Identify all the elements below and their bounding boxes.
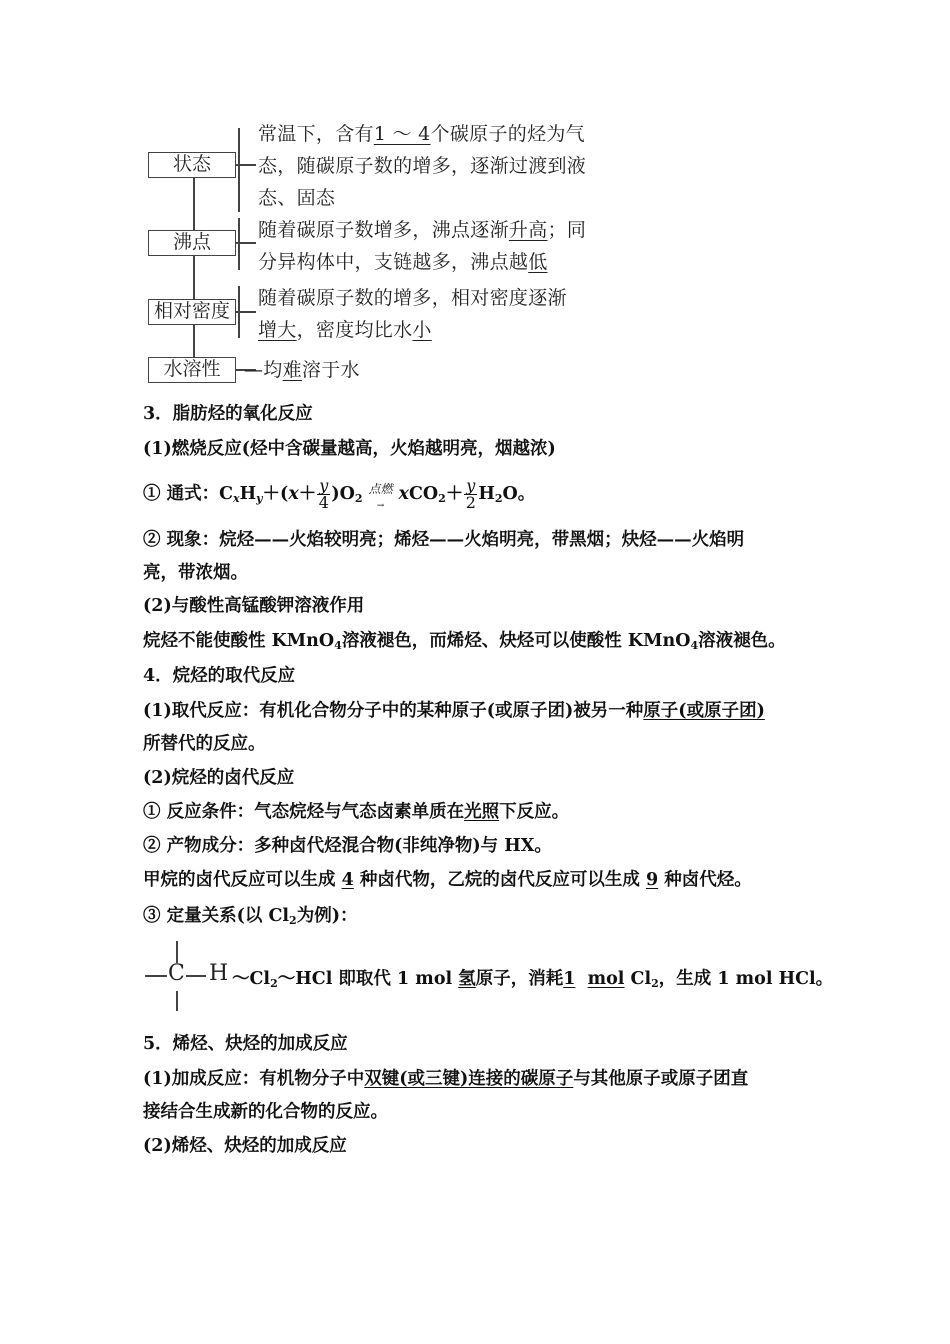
sec4-p3: ① 反应条件：气态烷烃与气态卤素单质在光照下反应。 — [143, 802, 570, 822]
sec3-p2a: ② 现象：烷烃——火焰较明亮；烯烃——火焰明亮，带黑烟；炔烃——火焰明 — [143, 530, 745, 550]
boiling-text-1: 随着碳原子数增多，沸点逐渐升高；同 — [258, 219, 587, 241]
node-solubility: 水溶性 — [148, 357, 236, 383]
reaction-condition: 点燃 → — [368, 481, 393, 511]
density-text-2: 增大，密度均比水小 — [258, 319, 432, 341]
sec5-p2: (2)烯烃、炔烃的加成反应 — [143, 1136, 347, 1156]
bond-up — [176, 941, 178, 963]
bracket — [238, 128, 240, 212]
state-text-2: 态，随碳原子数的增多，逐渐过渡到液 — [258, 155, 587, 177]
sec3-p1: (1)燃烧反应(烃中含碳量越高，火焰越明亮，烟越浓) — [143, 439, 556, 459]
sec3-p3: (2)与酸性高锰酸钾溶液作用 — [143, 596, 365, 616]
section-3-title: 3．脂肪烃的氧化反应 — [143, 404, 313, 424]
sec4-p4: ② 产物成分：多种卤代烃混合物(非纯净物)与 HX。 — [143, 836, 552, 856]
node-state: 状态 — [148, 152, 236, 178]
diagram-trunk — [193, 178, 195, 358]
sec4-p7: $\sim Cl_2\sim HCl$ 即取代 1 mol 氢原子，消耗1 mol $Cl_2$，生成 1 mol HCl。 — [232, 969, 834, 990]
sec5-p1: (1)加成反应：有机物分子中双键(或三键)连接的碳原子与其他原子或原子团直 — [143, 1069, 749, 1089]
hydrogen-atom: H — [209, 961, 229, 986]
state-text-1: 常温下，含有1 ～ 4个碳原子的烃为气 — [258, 123, 585, 145]
bond-down — [176, 991, 178, 1011]
fraction-y-4: $\frac{y}{4}$ — [318, 476, 329, 512]
bracket — [238, 218, 240, 270]
density-text-1: 随着碳原子数的增多，相对密度逐渐 — [258, 287, 567, 309]
sec4-p1b: 所替代的反应。 — [143, 734, 266, 754]
section-5-title: 5．烯烃、炔烃的加成反应 — [143, 1034, 348, 1054]
sec4-p2: (2)烷烃的卤代反应 — [143, 768, 295, 788]
bracket — [238, 286, 240, 338]
sec4-p6: ③ 定量关系(以 $Cl_2$为例)： — [143, 906, 358, 927]
bond-left — [145, 975, 167, 977]
sec4-p5: 甲烷的卤代反应可以生成 4 种卤代物，乙烷的卤代反应可以生成 9 种卤代烃。 — [143, 870, 752, 890]
node-density: 相对密度 — [148, 299, 236, 325]
section-4-title: 4．烷烃的取代反应 — [143, 666, 296, 686]
node-boiling-point: 沸点 — [148, 230, 236, 256]
combustion-formula: ① 通式：$C_xH_y+(x+$ $\frac{y}{4}$ )$O_2$点燃 → xCO$_2$＋ $\frac{y}{2}$ $H_2O$。 — [143, 476, 536, 512]
boiling-text-2: 分异构体中，支链越多，沸点越低 — [258, 251, 548, 273]
sec5-p1c: 接结合生成新的化合物的反应。 — [143, 1102, 388, 1122]
sec3-p4: 烷烃不能使酸性 KMnO$_4$溶液褪色，而烯烃、炔烃可以使酸性 KMnO$_4$溶液褪色。 — [143, 631, 786, 652]
bond-right — [186, 975, 206, 977]
state-text-3: 态、固态 — [258, 187, 336, 209]
carbon-atom: C — [168, 961, 185, 986]
sec3-p2b: 亮，带浓烟。 — [143, 563, 248, 583]
sec4-p1a: (1)取代反应：有机化合物分子中的某种原子(或原子团)被另一种原子(或原子团) — [143, 701, 765, 721]
fraction-y-2: $\frac{y}{2}$ — [465, 476, 476, 512]
solubility-text: —均难溶于水 — [244, 359, 360, 381]
